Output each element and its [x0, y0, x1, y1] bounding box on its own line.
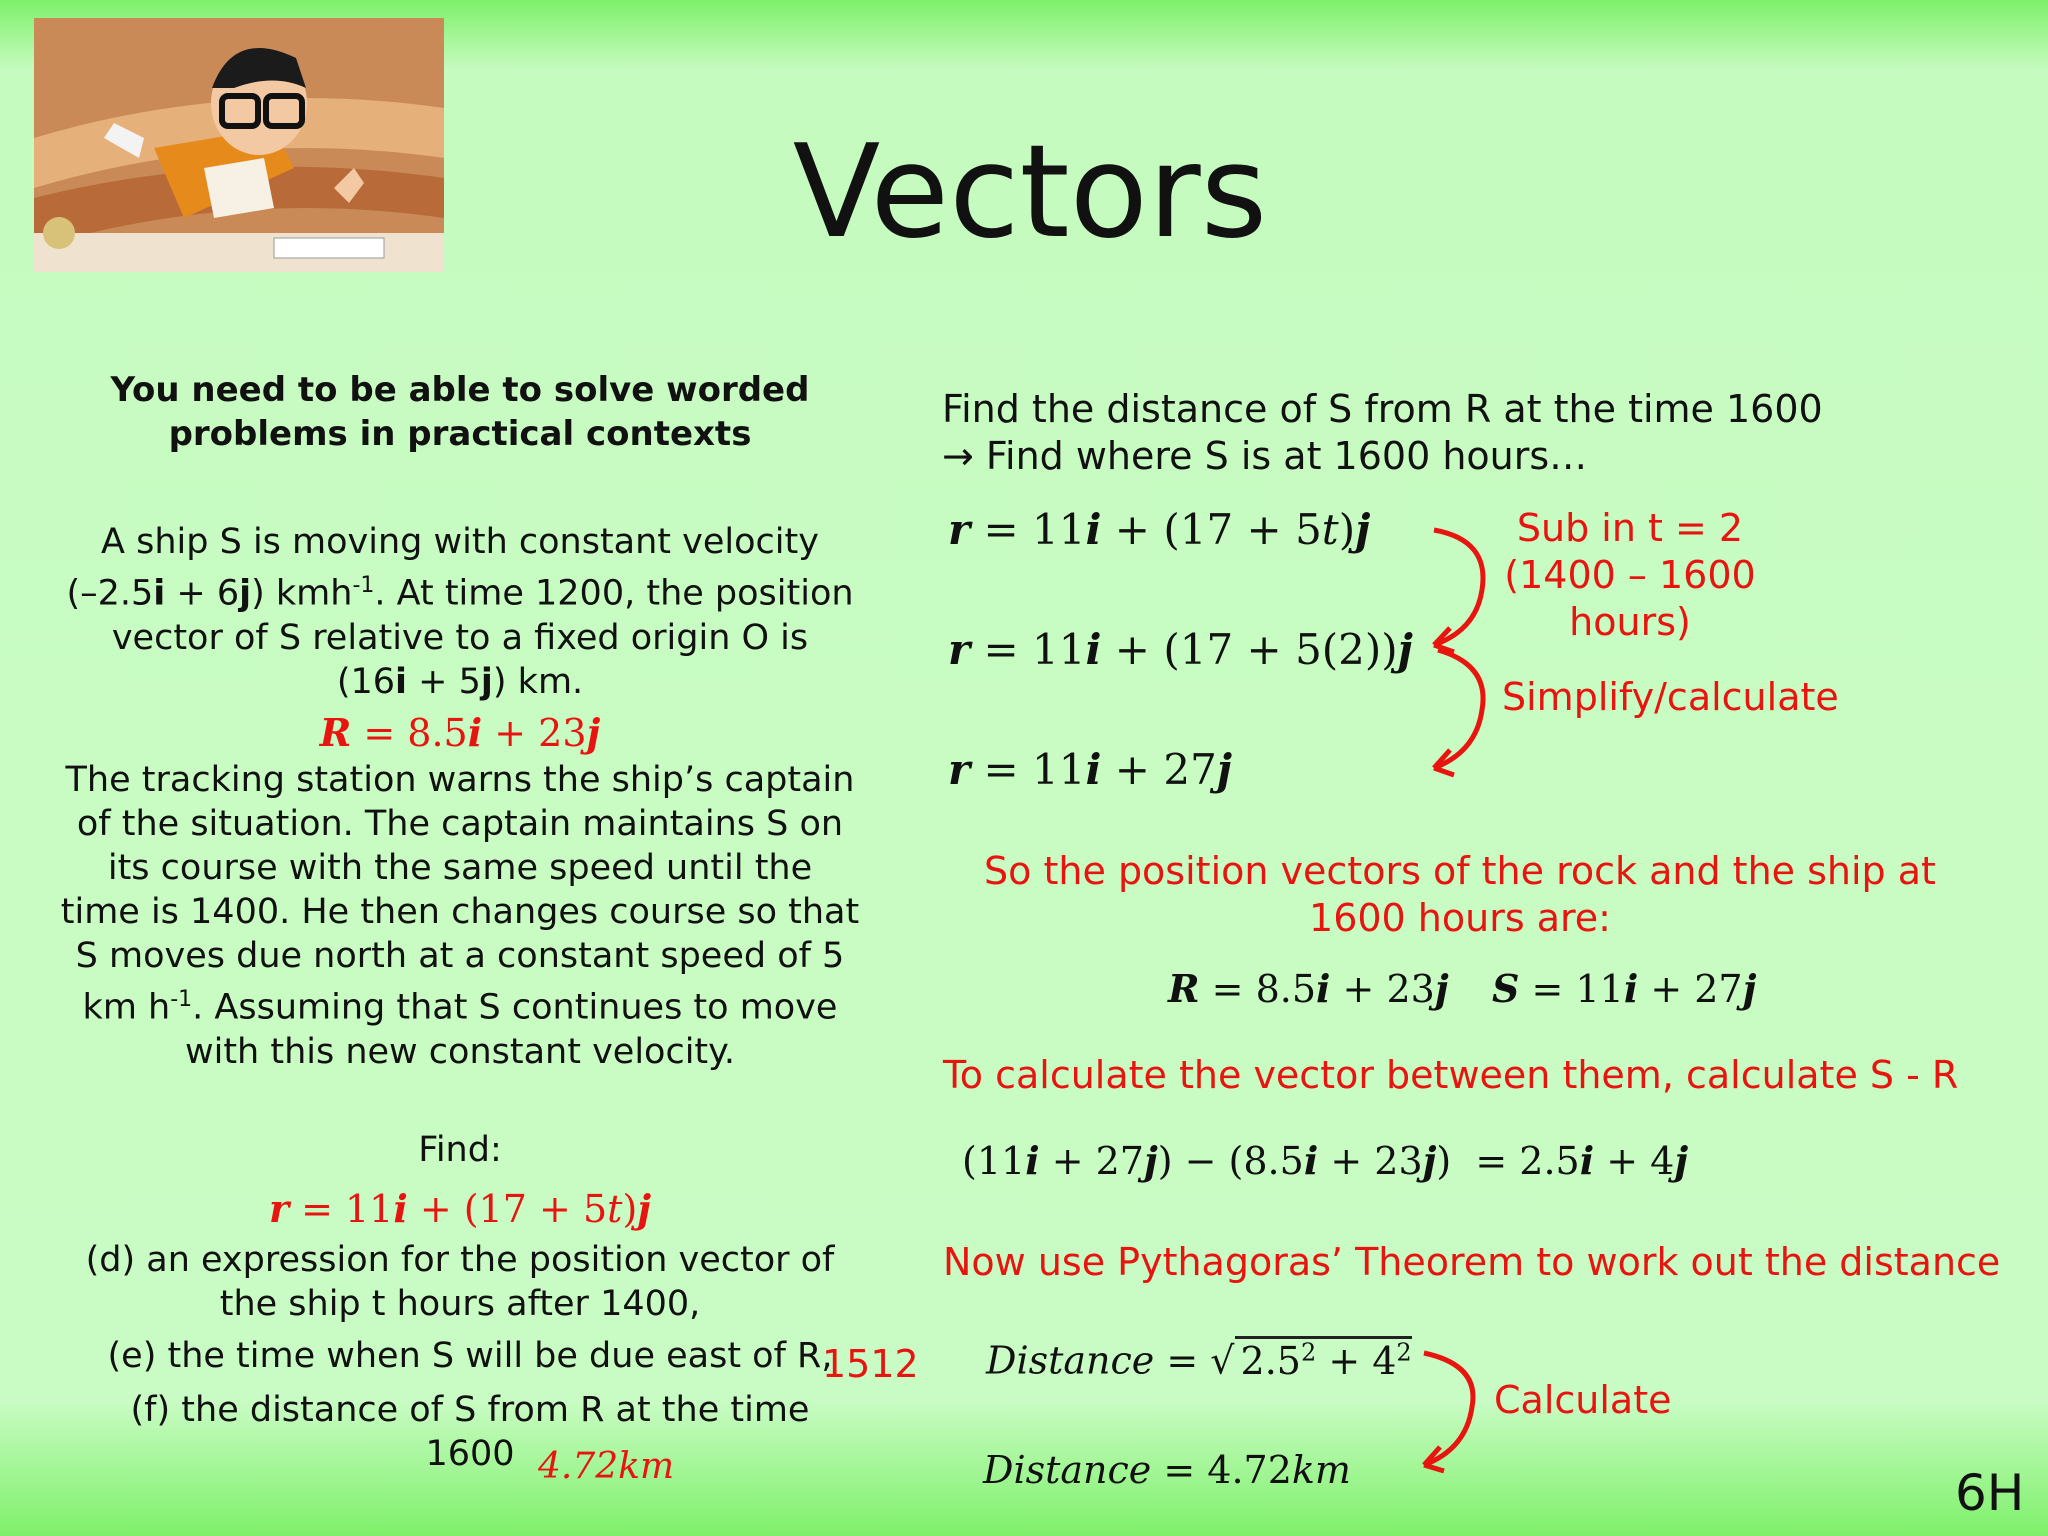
problem-line: time is 1400. He then changes course so that	[60, 892, 860, 932]
right-heading-line: → Find where S is at 1600 hours…	[942, 434, 1588, 478]
intro-line: problems in practical contexts	[168, 414, 752, 454]
part-f-line: (f) the distance of S from R at the time	[130, 1390, 810, 1430]
calculate-arrow-icon	[1410, 1345, 1500, 1475]
distance-result: Distance = 4.72km	[983, 1448, 1351, 1492]
so-line: So the position vectors of the rock and the ship at	[984, 849, 1936, 893]
note-line: Sub in t = 2	[1516, 506, 1744, 550]
difference-equation: (11i + 27j) − (8.5i + 23j) = 2.5i + 4j	[962, 1138, 1689, 1183]
problem-line: The tracking station warns the ship’s captain	[65, 760, 855, 800]
note-line: (1400 – 1600	[1504, 553, 1756, 597]
equation-1: r = 11i + (17 + 5t)j	[948, 505, 1371, 554]
intro-text	[80, 368, 840, 456]
problem-line: A ship S is moving with constant velocity	[101, 522, 819, 562]
problem-line: (16i + 5j) km.	[336, 661, 584, 702]
so-line: 1600 hours are:	[1309, 896, 1611, 940]
problem-line: with this new constant velocity.	[184, 1031, 736, 1072]
problem-line: of the situation. The captain maintains S on	[76, 804, 844, 844]
problem-line: S moves due north at a constant speed of 5	[75, 936, 845, 976]
cartoon-character-icon	[34, 18, 444, 272]
distance-formula: Distance = √ $2.5^2 + 4^2$	[986, 1338, 1412, 1383]
problem-line: its course with the same speed until the	[107, 848, 813, 888]
answer-e: 1512	[822, 1342, 919, 1386]
page-label: 6H	[1955, 1464, 2025, 1522]
problem-statement	[60, 520, 860, 704]
R-final: R = 8.5i + 23j	[1168, 966, 1449, 1011]
part-f	[100, 1388, 840, 1476]
right-heading-line: Find the distance of S from R at the time 1600	[942, 387, 1823, 431]
intro-line: You need to be able to solve worded	[110, 370, 810, 410]
part-e: (e) the time when S will be due east of R,	[107, 1336, 833, 1376]
note-simplify: Simplify/calculate	[1502, 675, 1839, 719]
so-statement	[960, 848, 1960, 942]
note-line: hours)	[1569, 600, 1691, 644]
equation-3: r = 11i + 27j	[948, 745, 1232, 794]
equation-2: r = 11i + (17 + 5(2))j	[948, 625, 1413, 674]
part-d	[60, 1238, 860, 1326]
find-label: Find:	[418, 1130, 502, 1170]
page-title: Vectors	[792, 118, 1268, 267]
r-expression: r = 11i + (17 + 5t)j	[268, 1186, 652, 1231]
answer-f: 4.72km	[538, 1446, 675, 1487]
note-sub-in	[1490, 505, 1770, 646]
right-heading	[942, 386, 1823, 480]
problem-continuation	[60, 758, 860, 1074]
part-d-line: the ship t hours after 1400,	[219, 1284, 701, 1324]
cartoon-image	[34, 18, 444, 272]
pythagoras-instruction: Now use Pythagoras’ Theorem to work out the distance	[943, 1240, 2001, 1284]
S-final: S = 11i + 27j	[1492, 966, 1757, 1011]
to-calc-instruction: To calculate the vector between them, calculate S - R	[943, 1053, 1959, 1097]
part-f-line: 1600	[425, 1434, 515, 1474]
problem-line: km $h^{-1}$. Assuming that S continues to move	[82, 987, 838, 1028]
note-calculate: Calculate	[1494, 1378, 1672, 1422]
R-equation: R = 8.5i + 23j	[319, 710, 601, 755]
problem-line: vector of S relative to a fixed origin O is	[111, 617, 809, 658]
problem-line: (–2.5i + 6j) kmh$^{-1}$. At time 1200, the position	[66, 573, 854, 614]
part-d-line: (d) an expression for the position vector of	[85, 1240, 835, 1280]
